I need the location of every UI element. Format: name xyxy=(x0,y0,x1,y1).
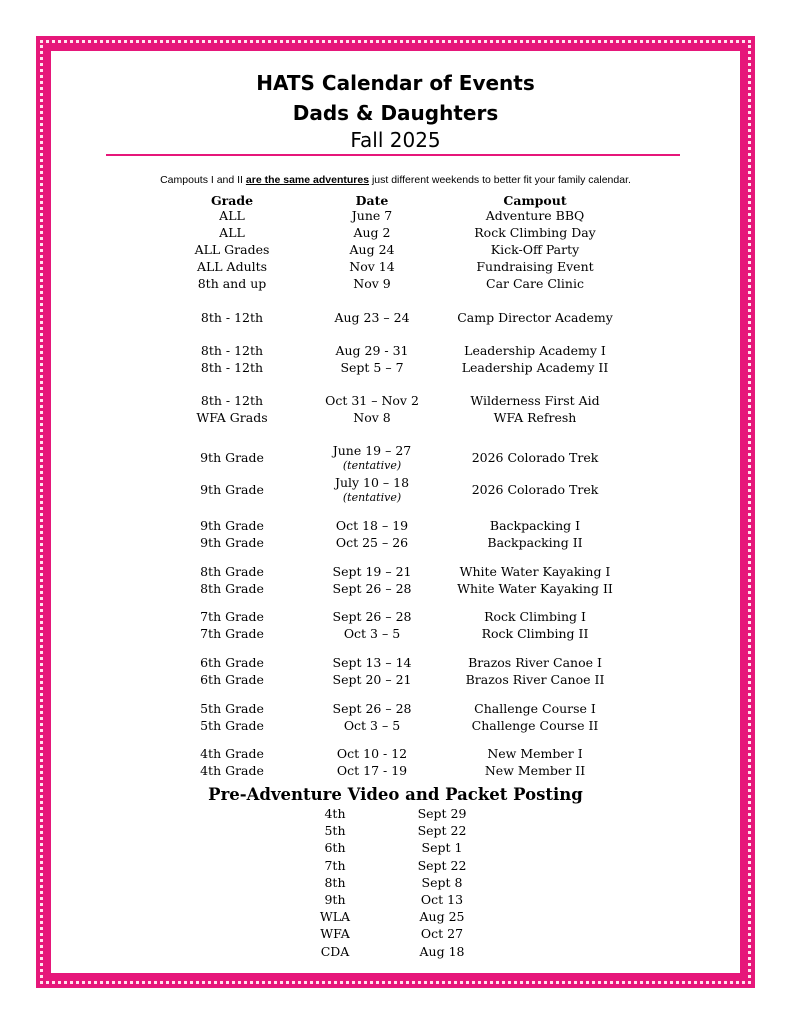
event-date: Aug 29 - 31 xyxy=(335,343,409,358)
event-date: Oct 3 – 5 xyxy=(343,718,401,733)
posting-date: Sept 22 xyxy=(417,857,467,873)
column-header-date: Date xyxy=(355,193,389,208)
posting-grade: 8th xyxy=(324,874,346,890)
posting-grade: 9th xyxy=(324,892,346,907)
event-date: Oct 25 – 26 xyxy=(335,535,409,550)
event-campout: Backpacking I xyxy=(489,518,581,533)
event-grade: 8th - 12th xyxy=(200,360,264,375)
campout-note xyxy=(0,173,791,187)
event-campout: Brazos River Canoe I xyxy=(468,655,602,670)
column-header-campout: Campout xyxy=(503,193,567,208)
event-grade: 8th - 12th xyxy=(200,393,264,408)
event-campout: Backpacking II xyxy=(487,535,583,550)
event-date: Nov 9 xyxy=(353,276,391,291)
event-campout: Rock Climbing Day xyxy=(474,225,596,240)
event-campout: Leadership Academy I xyxy=(464,343,606,358)
event-grade: 9th Grade xyxy=(200,535,264,550)
event-date: June 19 – 27 xyxy=(332,443,412,458)
page-title: HATS Calendar of Events xyxy=(256,71,535,95)
posting-grade: WLA xyxy=(319,909,351,925)
event-grade: 9th Grade xyxy=(200,450,264,465)
event-date: Oct 18 – 19 xyxy=(335,518,409,533)
event-grade: 8th - 12th xyxy=(200,310,264,325)
event-grade: 4th Grade xyxy=(200,746,264,761)
event-campout: White Water Kayaking II xyxy=(457,581,613,596)
event-grade: 9th Grade xyxy=(200,518,264,533)
event-campout: Camp Director Academy xyxy=(457,310,613,325)
event-campout: Wilderness First Aid xyxy=(470,393,600,408)
event-campout: WFA Refresh xyxy=(493,410,577,425)
event-date: Sept 13 – 14 xyxy=(332,655,412,670)
event-grade: 8th Grade xyxy=(200,564,264,579)
event-campout: Challenge Course I xyxy=(474,701,596,716)
posting-date: Sept 1 xyxy=(421,840,463,856)
event-campout: Rock Climbing I xyxy=(484,609,586,624)
posting-grade: 4th xyxy=(324,806,346,821)
event-date: Sept 19 – 21 xyxy=(332,564,412,579)
event-date: June 7 xyxy=(351,208,393,223)
posting-date: Aug 18 xyxy=(419,943,465,959)
posting-date: Sept 29 xyxy=(417,806,467,821)
event-grade: 9th Grade xyxy=(200,482,264,497)
term-label: Fall 2025 xyxy=(350,128,441,152)
event-grade: ALL Adults xyxy=(196,259,268,274)
event-date-note: (tentative) xyxy=(342,491,402,504)
event-date: Nov 14 xyxy=(349,259,395,274)
event-campout: White Water Kayaking I xyxy=(459,564,611,579)
event-date: Oct 3 – 5 xyxy=(343,626,401,641)
posting-grade: CDA xyxy=(320,943,350,959)
event-campout: 2026 Colorado Trek xyxy=(471,482,599,497)
event-campout: Fundraising Event xyxy=(476,259,594,274)
note-prefix: Campouts I and II xyxy=(160,174,246,186)
event-date: Sept 20 – 21 xyxy=(332,672,412,687)
event-campout: Rock Climbing II xyxy=(481,626,589,641)
note-emphasis: are the same adventures xyxy=(245,174,370,186)
event-grade: 6th Grade xyxy=(200,672,264,687)
event-grade: ALL Grades xyxy=(194,242,270,257)
event-date: Aug 2 xyxy=(353,225,391,240)
event-date-note: (tentative) xyxy=(342,459,402,472)
event-grade: 5th Grade xyxy=(200,701,264,716)
event-date: July 10 – 18 xyxy=(334,475,410,490)
event-date: Aug 24 xyxy=(349,242,395,257)
posting-date: Aug 25 xyxy=(419,909,465,925)
event-date: Oct 10 - 12 xyxy=(336,746,408,761)
event-campout: Challenge Course II xyxy=(471,718,599,733)
event-campout: New Member II xyxy=(484,763,586,778)
event-grade: WFA Grads xyxy=(196,410,268,425)
event-campout: Car Care Clinic xyxy=(486,276,584,291)
posting-grade: WFA xyxy=(320,926,350,942)
event-campout: Kick-Off Party xyxy=(490,242,580,257)
divider-rule xyxy=(106,154,680,156)
posting-date: Sept 8 xyxy=(421,874,463,890)
event-date: Nov 8 xyxy=(353,410,391,425)
event-grade: 7th Grade xyxy=(200,626,264,641)
event-campout: 2026 Colorado Trek xyxy=(471,450,599,465)
event-date: Sept 5 – 7 xyxy=(340,360,404,375)
event-grade: 8th - 12th xyxy=(200,343,264,358)
event-grade: ALL xyxy=(219,225,245,240)
posting-section-title: Pre-Adventure Video and Packet Posting xyxy=(208,785,583,804)
posting-date: Sept 22 xyxy=(417,823,467,839)
event-grade: 5th Grade xyxy=(200,718,264,733)
event-grade: 8th Grade xyxy=(200,581,264,596)
note-suffix: just different weekends to better fit your family calendar. xyxy=(369,174,631,186)
event-campout: Brazos River Canoe II xyxy=(465,672,605,687)
event-grade: 7th Grade xyxy=(200,609,264,624)
page-subtitle: Dads & Daughters xyxy=(292,101,499,125)
event-campout: Leadership Academy II xyxy=(461,360,609,375)
event-date: Aug 23 – 24 xyxy=(334,310,410,325)
event-date: Oct 31 – Nov 2 xyxy=(325,393,419,408)
event-date: Sept 26 – 28 xyxy=(332,581,412,596)
event-campout: New Member I xyxy=(487,746,583,761)
event-grade: 8th and up xyxy=(197,276,267,291)
event-date: Oct 17 - 19 xyxy=(336,763,408,778)
posting-grade: 5th xyxy=(324,823,346,839)
event-grade: 6th Grade xyxy=(200,655,264,670)
event-date: Sept 26 – 28 xyxy=(332,609,412,624)
event-grade: ALL xyxy=(219,208,245,223)
posting-grade: 7th xyxy=(324,857,346,873)
event-date: Sept 26 – 28 xyxy=(332,701,412,716)
event-campout: Adventure BBQ xyxy=(485,208,585,223)
posting-date: Oct 27 xyxy=(420,926,464,942)
posting-date: Oct 13 xyxy=(420,892,464,907)
event-grade: 4th Grade xyxy=(200,763,264,778)
posting-grade: 6th xyxy=(324,840,346,856)
column-header-grade: Grade xyxy=(210,193,254,208)
